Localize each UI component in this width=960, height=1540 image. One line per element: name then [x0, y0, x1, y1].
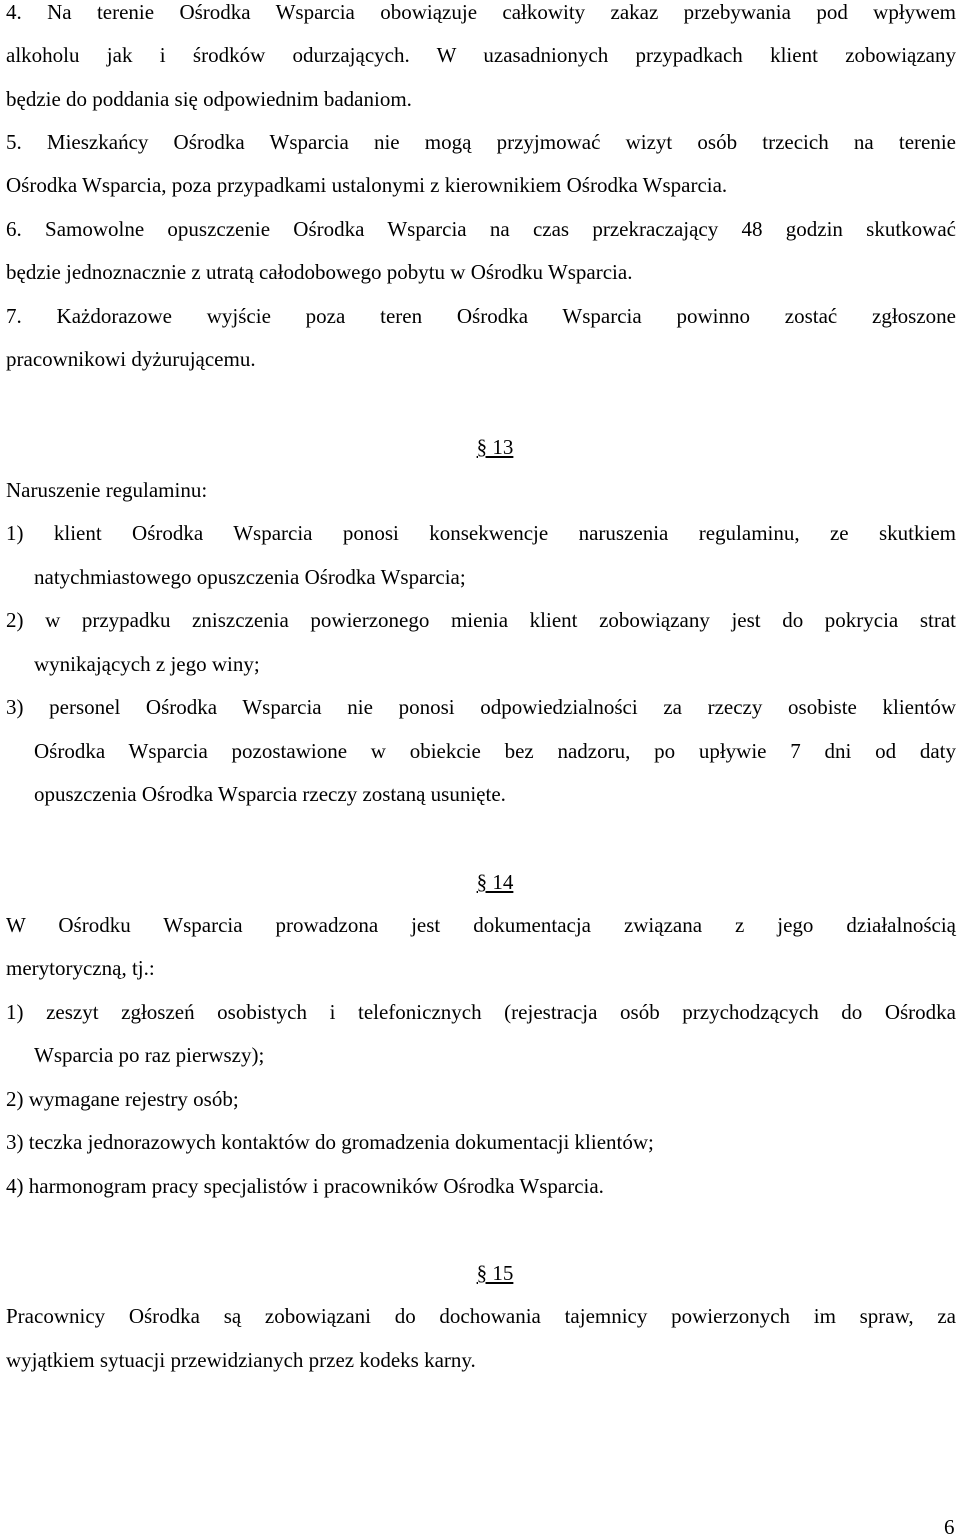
section-14-item-1-line-1: 1) zeszyt zgłoszeń osobistych i telefonicznych (rejestracja osób przychodzących do Ośrodka [6, 1000, 956, 1024]
item-4-line-2: alkoholu jak i środków odurzających. W uzasadnionych przypadkach klient zobowiązany [6, 43, 956, 67]
section-13-item-1-line-2: natychmiastowego opuszczenia Ośrodka Wsparcia; [34, 565, 466, 589]
section-14-item-3: 3) teczka jednorazowych kontaktów do gromadzenia dokumentacji klientów; [6, 1130, 654, 1154]
section-15-heading: § 15 [476, 1261, 514, 1285]
section-13-intro: Naruszenie regulaminu: [6, 478, 208, 502]
section-14-heading: § 14 [476, 870, 514, 894]
section-13-item-3-line-2: Ośrodka Wsparcia pozostawione w obiekcie bez nadzoru, po upływie 7 dni od daty [34, 739, 956, 763]
section-13-item-1-line-1: 1) klient Ośrodka Wsparcia ponosi konsekwencje naruszenia regulaminu, ze skutkiem [6, 521, 956, 545]
section-14-intro-line-2: merytoryczną, tj.: [6, 956, 155, 980]
item-5-line-2: Ośrodka Wsparcia, poza przypadkami ustalonymi z kierownikiem Ośrodka Wsparcia. [6, 173, 728, 197]
item-6-line-1: 6. Samowolne opuszczenie Ośrodka Wsparcia na czas przekraczający 48 godzin skutkować [6, 217, 956, 241]
section-14-item-2: 2) wymagane rejestry osób; [6, 1087, 239, 1111]
section-13-item-3-line-1: 3) personel Ośrodka Wsparcia nie ponosi odpowiedzialności za rzeczy osobiste klientów [6, 695, 956, 719]
item-7-line-2: pracownikowi dyżurującemu. [6, 347, 256, 371]
item-4-line-1: 4. Na terenie Ośrodka Wsparcia obowiązuje całkowity zakaz przebywania pod wpływem [6, 0, 956, 24]
item-6-line-2: będzie jednoznacznie z utratą całodobowego pobytu w Ośrodku Wsparcia. [6, 260, 633, 284]
section-15-line-2: wyjątkiem sytuacji przewidzianych przez kodeks karny. [6, 1348, 476, 1372]
section-14-item-4: 4) harmonogram pracy specjalistów i pracowników Ośrodka Wsparcia. [6, 1174, 604, 1198]
item-4-line-3: będzie do poddania się odpowiednim badaniom. [6, 87, 412, 111]
section-13-item-2-line-1: 2) w przypadku zniszczenia powierzonego mienia klient zobowiązany jest do pokrycia strat [6, 608, 956, 632]
item-5-line-1: 5. Mieszkańcy Ośrodka Wsparcia nie mogą przyjmować wizyt osób trzecich na terenie [6, 130, 956, 154]
section-14-item-1-line-2: Wsparcia po raz pierwszy); [34, 1043, 265, 1067]
section-13-item-2-line-2: wynikających z jego winy; [34, 652, 260, 676]
section-14-intro-line-1: W Ośrodku Wsparcia prowadzona jest dokumentacja związana z jego działalnością [6, 913, 956, 937]
page-number: 6 [944, 1515, 955, 1539]
section-13-item-3-line-3: opuszczenia Ośrodka Wsparcia rzeczy zostaną usunięte. [34, 782, 506, 806]
section-13-heading: § 13 [476, 435, 514, 459]
item-7-line-1: 7. Każdorazowe wyjście poza teren Ośrodka Wsparcia powinno zostać zgłoszone [6, 304, 956, 328]
section-15-line-1: Pracownicy Ośrodka są zobowiązani do dochowania tajemnicy powierzonych im spraw, za [6, 1304, 956, 1328]
